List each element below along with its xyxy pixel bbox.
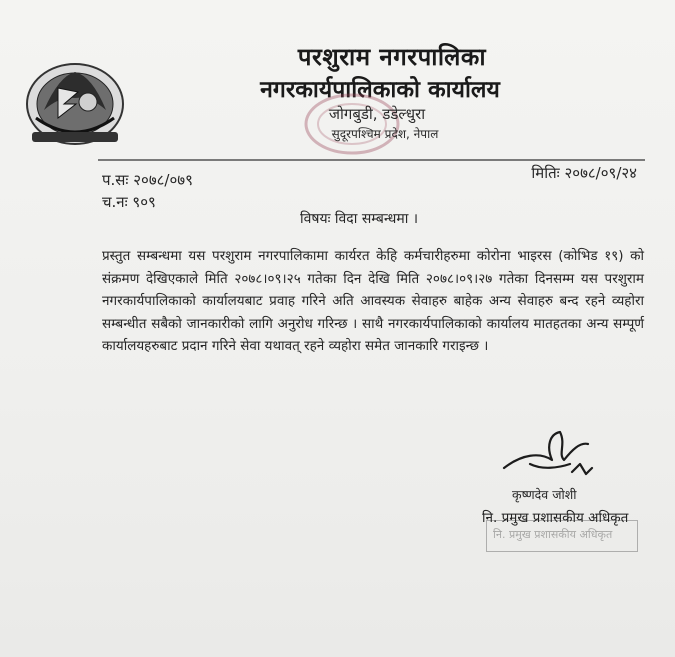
header-divider [98, 159, 645, 161]
letter-body: प्रस्तुत सम्बन्धमा यस परशुराम नगरपालिकामा कार्यरत केहि कर्मचारीहरुमा कोरोना भाइरस (कोभिड १९) को संक्रमण देखिएकाले मिति २०७८।०९।२५ गतेका दिन देखि मिति २०७८।०९।२७ गतेका दिनसम्म यस परशुराम नगरकार्यपालिकाको कार्यालयबाट प्रवाह गरिने अति आवस्यक सेवाहरु बाहेक अन्य सेवाहरु बन्द रहने व्यहोरा सम्बन्धीत सबैको जानकारीको लागि अनुरोध गरिन्छ । साथै नगरकार्यपालिकाको कार्यालय मातहतका अन्य सम्पूर्ण कार्यालयहरुबाट प्रदान गरिने सेवा यथावत् रहने व्यहोरा समेत जानकारि गराइन्छ । [102, 248, 644, 355]
signatory-name: कृष्णदेव जोशी [512, 487, 577, 502]
nepal-emblem-icon [24, 58, 126, 150]
office-address: जोगबुडी, डडेल्धुरा [328, 105, 426, 123]
municipality-title: परशुराम नगरपालिका [297, 42, 487, 71]
reference-number: प.सः २०७८/०७९ [102, 171, 193, 189]
chalan-number: च.नः ९०९ [102, 193, 156, 211]
letter-date: मितिः २०७८/०९/२४ [531, 164, 637, 182]
letter-subject: विषयः विदा सम्बन्धमा । [300, 211, 419, 227]
office-title: नगरकार्यपालिकाको कार्यालय [260, 76, 500, 103]
handwritten-signature-icon [500, 424, 596, 484]
office-province: सुदूरपश्चिम प्रदेश, नेपाल [331, 127, 439, 141]
designation-stamp-text: नि. प्रमुख प्रशासकीय अधिकृत [493, 528, 613, 541]
signatory-title: नि. प्रमुख प्रशासकीय अधिकृत [482, 510, 629, 526]
